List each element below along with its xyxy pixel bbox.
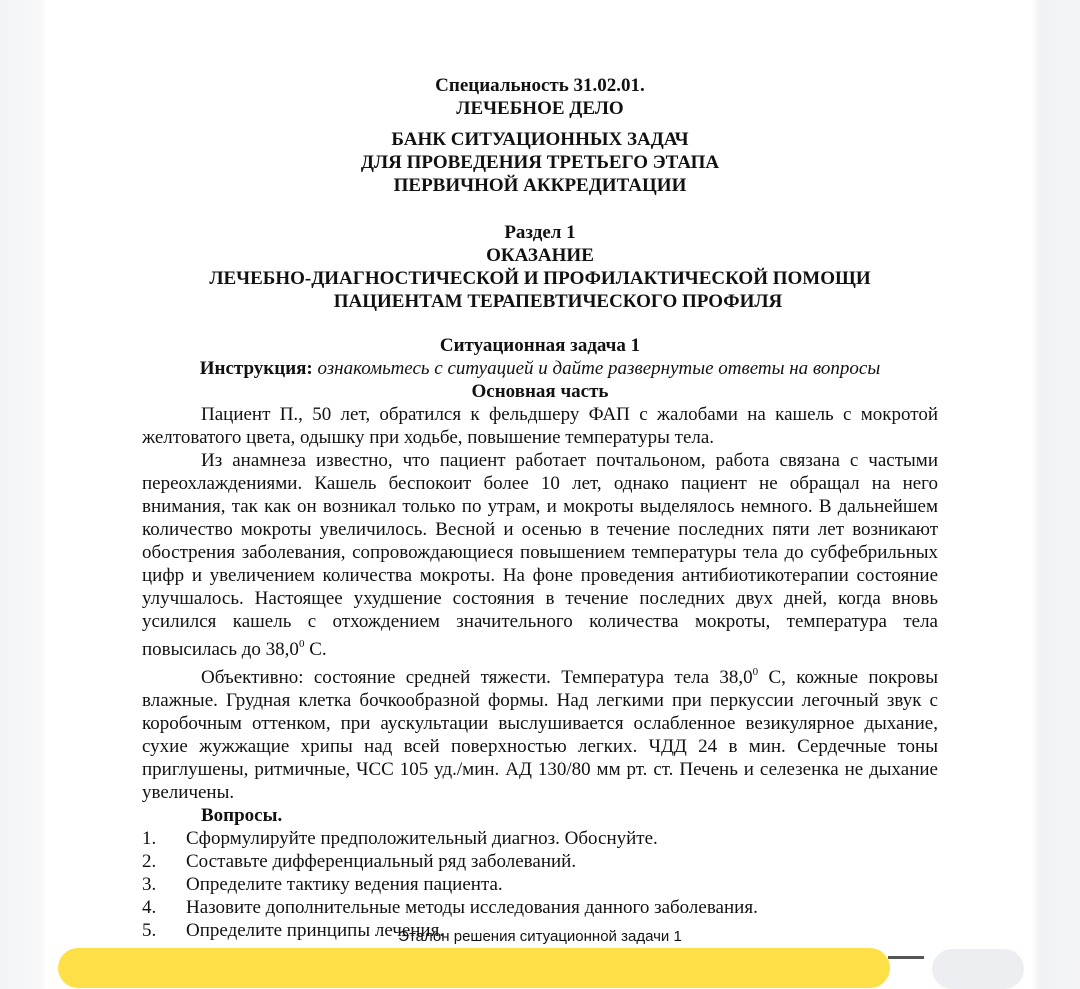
objective-text-b: С, кожные покровы влажные. Грудная клетка бочкообразной формы. Над легкими при перкуссии легочный звук с коробочным оттенком, при аускультации выслушивается ослабленное везикулярное дыхание, сухие жужжащие хрипы над всей поверхностью легких. ЧДД 24 в мин. Сердечные тоны приглушены, ритмичные, ЧСС 105 уд./мин. АД 130/80 мм рт. ст. Печень и селезенка не дыхание увеличены. <box>142 667 938 803</box>
primary-action-button[interactable] <box>58 948 890 988</box>
bank-title-line2: ДЛЯ ПРОВЕДЕНИЯ ТРЕТЬЕГО ЭТАПА <box>360 152 720 173</box>
paragraph-anamnesis <box>142 449 938 661</box>
instruction <box>142 357 938 380</box>
section-title-line2: ЛЕЧЕБНО-ДИАГНОСТИЧЕСКОЙ И ПРОФИЛАКТИЧЕСКОЙ ПОМОЩИ <box>209 268 871 289</box>
task-block <box>142 334 938 942</box>
specialty-code: Специальность 31.02.01. <box>435 75 645 96</box>
questions-list <box>142 827 938 942</box>
document-header <box>142 74 938 197</box>
question-item: 3. Определите тактику ведения пациента. <box>142 874 503 895</box>
section-title-line1: ОКАЗАНИЕ <box>486 245 594 266</box>
question-item: 5. Определите принципы лечения. <box>142 920 445 941</box>
anamnesis-end: С. <box>304 639 327 660</box>
main-part-title: Основная часть <box>471 381 609 402</box>
section-header <box>142 221 938 313</box>
questions-title: Вопросы. <box>201 805 283 826</box>
section-title-line3: ПАЦИЕНТАМ ТЕРАПЕВТИЧЕСКОГО ПРОФИЛЯ <box>333 291 783 312</box>
document-page <box>48 0 1032 959</box>
paragraph-complaints: Пациент П., 50 лет, обратился к фельдшеру ФАП с жалобами на кашель с мокротой желтоватого цвета, одышку при ходьбе, повышение температуры тела. <box>142 404 938 448</box>
bank-title-line1: БАНК СИТУАЦИОННЫХ ЗАДАЧ <box>391 129 689 150</box>
question-item: 4. Назовите дополнительные методы исследования данного заболевания. <box>142 897 758 918</box>
instruction-text: ознакомьтесь с ситуацией и дайте развернутые ответы на вопросы <box>312 358 881 379</box>
degree-sup: 0 <box>752 666 759 678</box>
task-title: Ситуационная задача 1 <box>439 335 641 356</box>
bank-title-line3: ПЕРВИЧНОЙ АККРЕДИТАЦИИ <box>393 175 687 196</box>
section-label: Раздел 1 <box>504 222 576 243</box>
anamnesis-text: Из анамнеза известно, что пациент работает почтальоном, работа связана с частыми переохлаждениями. Кашель беспокоит более 10 лет, однако пациент не обращал на него внимания, так как он возникал только по утрам, и мокроты выделялось немного. В дальнейшем количество мокроты увеличилось. Весной и осенью в течение последних пяти лет возникают обострения заболевания, сопровождающиеся повышением температуры тела до субфебрильных цифр и увеличением количества мокроты. На фоне проведения антибиотикотерапии состояние улучшалось. Настоящее ухудшение состояния в течение последних двух дней, когда вновь усилился кашель с отхождением значительного количества мокроты, температура тела повысилась до 38,0 <box>142 450 938 660</box>
degree-sup: 0 <box>298 638 305 650</box>
specialty-name: ЛЕЧЕБНОЕ ДЕЛО <box>456 98 624 119</box>
paragraph-objective <box>142 661 938 804</box>
solution-caption: Эталон решения ситуационной задачи 1 <box>398 928 682 945</box>
question-item: 1. Сформулируйте предположительный диагноз. Обоснуйте. <box>142 828 658 849</box>
secondary-action-button[interactable] <box>932 949 1024 989</box>
question-item: 2. Составьте дифференциальный ряд заболеваний. <box>142 851 577 872</box>
objective-text-a: Объективно: состояние средней тяжести. Температура тела 38,0 <box>201 667 753 688</box>
instruction-label: Инструкция: <box>199 358 313 379</box>
